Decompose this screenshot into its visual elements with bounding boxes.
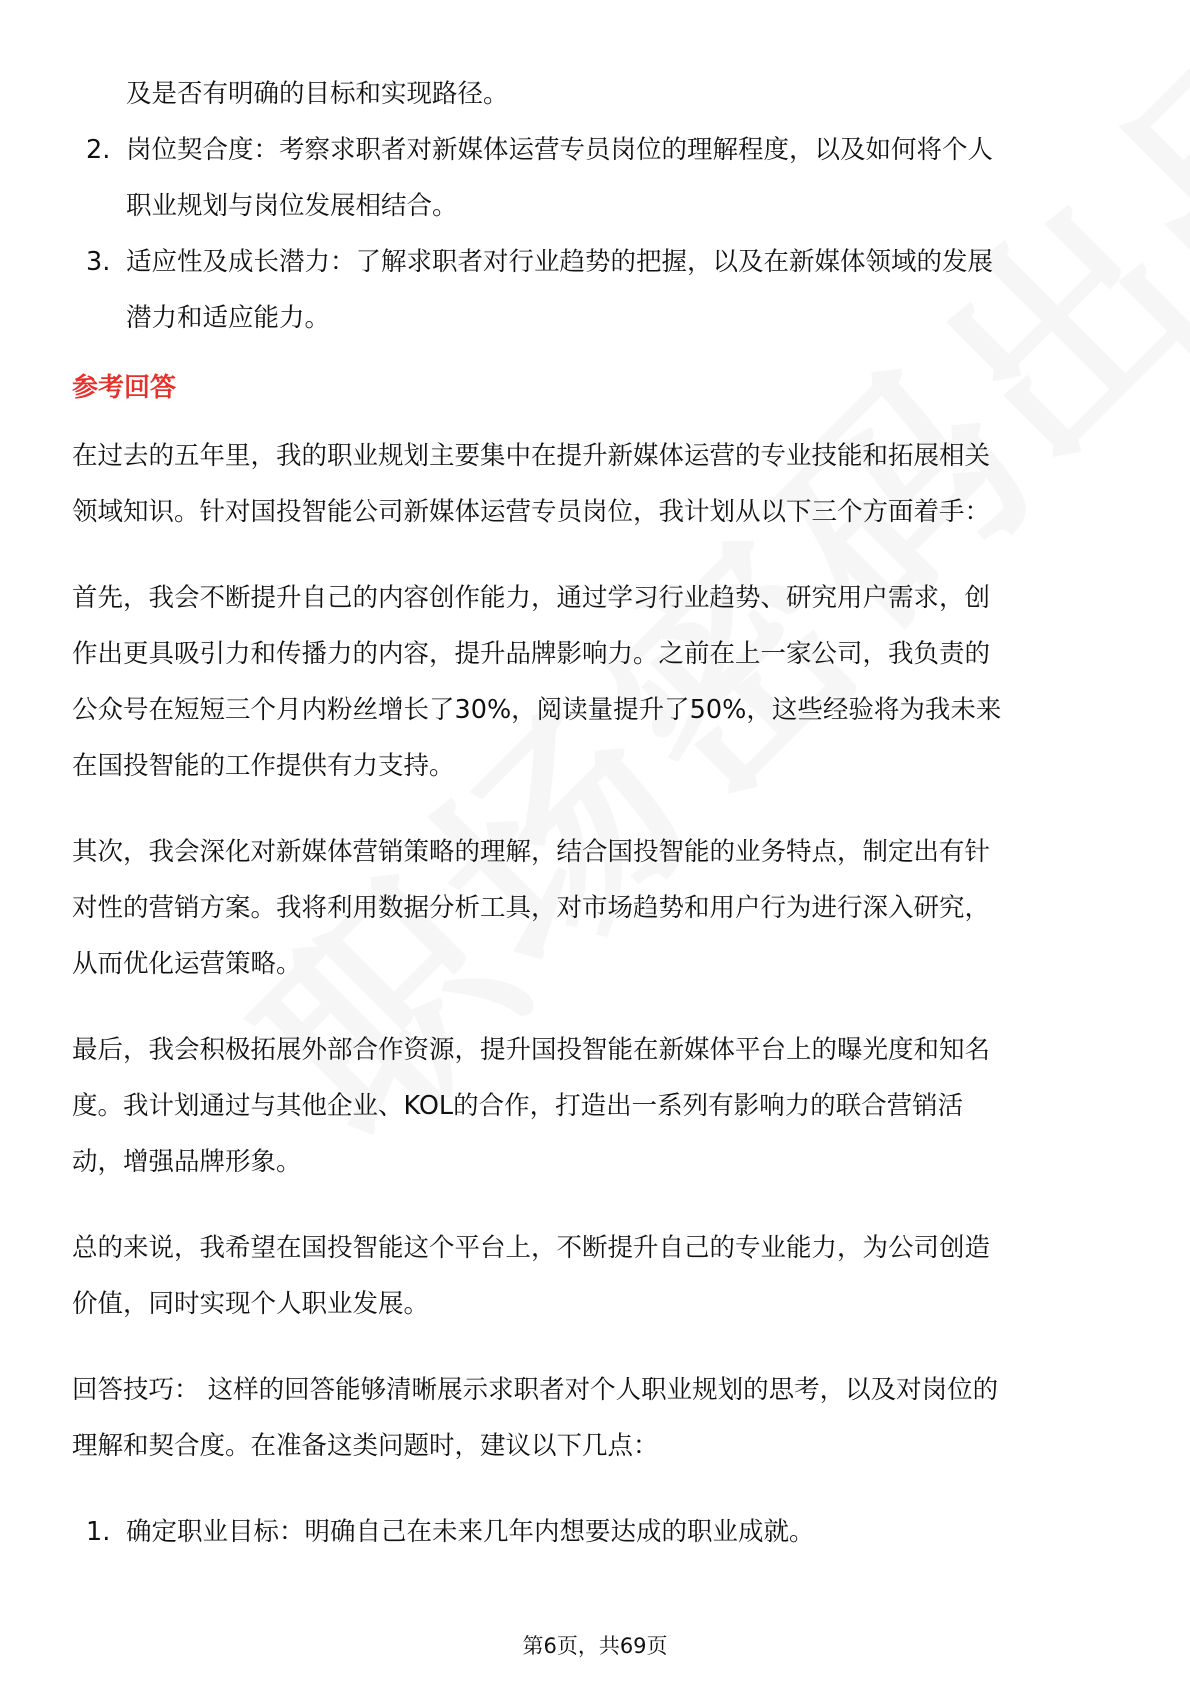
paragraph-line: 在过去的五年里，我的职业规划主要集中在提升新媒体运营的专业技能和拓展相关 (72, 441, 991, 471)
section-heading: 参考回答 (72, 373, 177, 403)
paragraph-line: 总的来说，我希望在国投智能这个平台上，不断提升自己的专业能力，为公司创造 (72, 1233, 991, 1263)
list-item-text: 职业规划与岗位发展相结合。 (126, 191, 458, 221)
paragraph (72, 1362, 1132, 1474)
paragraph (72, 428, 1132, 540)
list-number: 3. (86, 247, 111, 277)
paragraph (72, 1220, 1132, 1332)
list-item (72, 1504, 1132, 1560)
list-number: 1. (86, 1517, 111, 1547)
list-number: 2. (86, 135, 111, 165)
page-footer: 第6页，共69页 (522, 1634, 668, 1658)
paragraph-line: 回答技巧： 这样的回答能够清晰展示求职者对个人职业规划的思考，以及对岗位的 (72, 1375, 999, 1405)
paragraph (72, 1022, 1132, 1190)
page-content (72, 66, 1132, 1560)
paragraph-line: 领域知识。针对国投智能公司新媒体运营专员岗位，我计划从以下三个方面着手： (72, 497, 991, 527)
list-item-text: 潜力和适应能力。 (126, 303, 331, 333)
paragraph-line: 最后，我会积极拓展外部合作资源，提升国投智能在新媒体平台上的曝光度和知名 (72, 1035, 991, 1065)
list-item (72, 234, 1132, 346)
paragraph (72, 824, 1132, 992)
paragraph-line: 其次，我会深化对新媒体营销策略的理解，结合国投智能的业务特点，制定出有针 (72, 837, 991, 867)
paragraph-line: 公众号在短短三个月内粉丝增长了30%，阅读量提升了50%，这些经验将为我未来 (72, 695, 1002, 725)
paragraph (72, 570, 1132, 794)
paragraph-line: 动，增强品牌形象。 (72, 1147, 302, 1177)
list-item (72, 122, 1132, 234)
paragraph-line: 对性的营销方案。我将利用数据分析工具，对市场趋势和用户行为进行深入研究， (72, 893, 991, 923)
paragraph-line: 理解和契合度。在准备这类问题时，建议以下几点： (72, 1431, 659, 1461)
paragraph-line: 度。我计划通过与其他企业、KOL的合作，打造出一系列有影响力的联合营销活 (72, 1091, 964, 1121)
paragraph-line: 在国投智能的工作提供有力支持。 (72, 751, 455, 781)
paragraph-line: 从而优化运营策略。 (72, 949, 302, 979)
paragraph-line: 价值，同时实现个人职业发展。 (72, 1289, 430, 1319)
paragraph-line: 首先，我会不断提升自己的内容创作能力，通过学习行业趋势、研究用户需求，创 (72, 583, 991, 613)
paragraph-line: 作出更具吸引力和传播力的内容，提升品牌影响力。之前在上一家公司，我负责的 (72, 639, 991, 669)
list-item-continuation: 及是否有明确的目标和实现路径。 (126, 79, 509, 109)
list-item-text: 岗位契合度：考察求职者对新媒体运营专员岗位的理解程度，以及如何将个人 (126, 135, 994, 165)
list-item-text: 适应性及成长潜力：了解求职者对行业趋势的把握，以及在新媒体领域的发展 (126, 247, 994, 277)
list-item-text: 确定职业目标：明确自己在未来几年内想要达成的职业成就。 (126, 1517, 815, 1547)
